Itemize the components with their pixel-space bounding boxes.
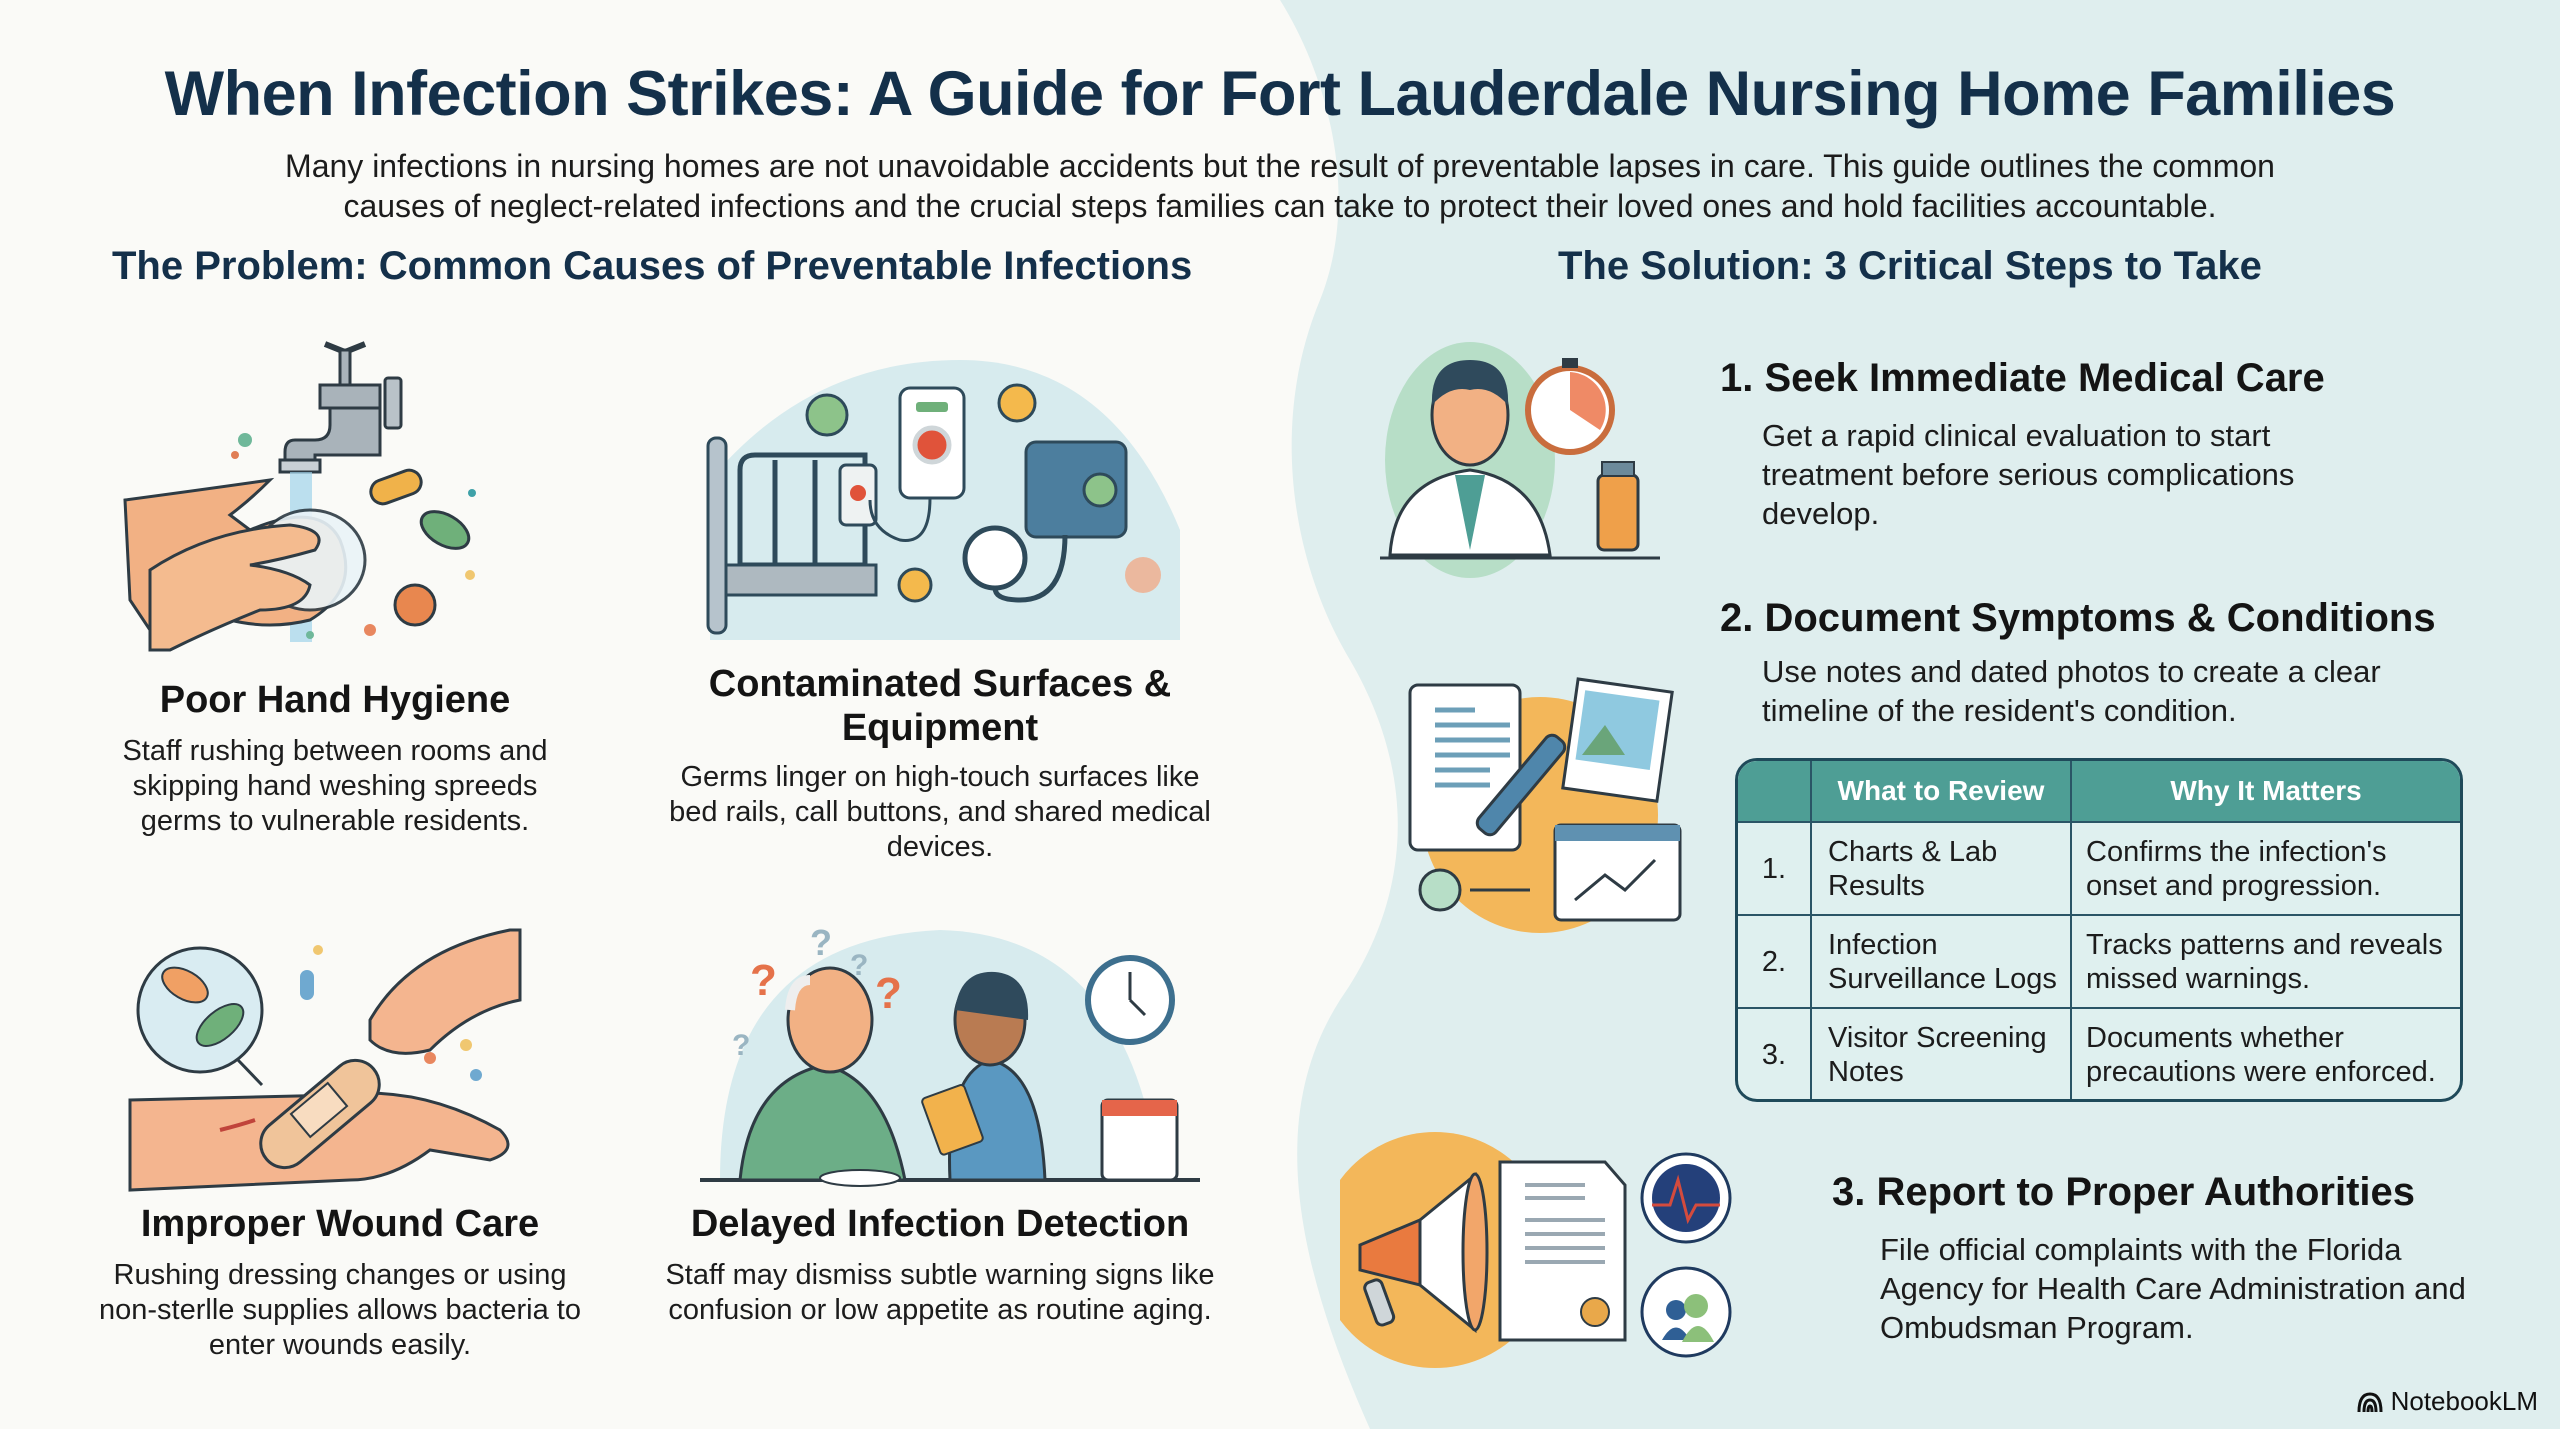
bandage-wound-icon [90,900,590,1200]
confused-resident-nurse-icon [660,900,1220,1200]
step-text: File official complaints with the Florida Agency for Health Care Administration and Ombudsman Program. [1880,1232,2466,1345]
card-title: Contaminated Surfaces & Equipment [708,663,1172,749]
svg-text:?: ? [875,969,902,1018]
solution-step-report [1340,1120,2540,1400]
problem-card-wound-care [90,900,590,1380]
row-number: 1. [1761,852,1787,885]
row-why: Tracks patterns and reveals missed warnings. [2070,916,2460,1007]
table-header-why: Why It Matters [2070,761,2460,821]
card-text: Staff may dismiss subtle warning signs like confusion or low appetite as routine aging. [665,1259,1215,1326]
row-why: Confirms the infection's onset and progression. [2070,823,2460,914]
step-title: 1. Seek Immediate Medical Care [1720,356,2325,400]
card-text: Staff rushing between rooms and skipping hand weshing spreeds germs to vulnerable residents. [122,735,548,837]
brand-label: NotebookLM [2390,1386,2538,1416]
row-number: 2. [1761,945,1787,978]
bed-rail-equipment-icon [660,330,1220,640]
notebook-photo-calendar-icon [1380,645,1700,945]
table-row [1738,1007,2460,1100]
notebooklm-brand [2357,1386,2538,1417]
step-title: 3. Report to Proper Authorities [1832,1170,2416,1214]
solution-step-medical-care [1370,330,2470,580]
notebooklm-logo-icon [2357,1391,2383,1413]
table-row [1738,914,2460,1007]
row-review: Visitor Screening Notes [1810,1009,2070,1100]
card-title: Improper Wound Care [140,1203,540,1245]
problem-heading: The Problem: Common Causes of Preventable Infections [112,244,1193,288]
step-text: Get a rapid clinical evaluation to start treatment before serious complications develop. [1762,418,2295,531]
megaphone-document-icon [1340,1120,1810,1400]
page-title: When Infection Strikes: A Guide for Fort Lauderdale Nursing Home Families [164,59,2396,129]
solution-heading: The Solution: 3 Critical Steps to Take [1558,244,2262,288]
problem-card-contaminated-surfaces [660,330,1220,870]
svg-text:?: ? [850,949,869,982]
intro-line-2: causes of neglect-related infections and the crucial steps families can take to protect their loved ones and hold facilities accountable. [343,188,2217,224]
table-header-num [1738,761,1810,821]
row-number: 3. [1761,1038,1787,1071]
problem-card-hand-hygiene [90,330,580,850]
intro-text [180,146,2380,226]
card-title: Delayed Infection Detection [690,1203,1190,1245]
card-text: Rushing dressing changes or using non-sterlle supplies allows bacteria to enter wounds easily. [99,1259,581,1361]
intro-line-1: Many infections in nursing homes are not unavoidable accidents but the result of preventable lapses in care. This guide outlines the common [285,148,2275,184]
row-review: Infection Surveillance Logs [1810,916,2070,1007]
review-table [1735,758,2463,1102]
svg-text:?: ? [750,956,777,1005]
doctor-stopwatch-icon [1370,330,1670,580]
handwashing-faucet-icon [90,330,580,660]
table-header-row [1738,761,2460,821]
table-row [1738,821,2460,914]
svg-text:?: ? [732,1029,751,1062]
problem-card-delayed-detection [660,900,1220,1380]
card-title: Poor Hand Hygiene [159,679,511,721]
table-header-review: What to Review [1810,761,2070,821]
step-text: Use notes and dated photos to create a clear timeline of the resident's condition. [1762,654,2381,728]
row-review: Charts & Lab Results [1810,823,2070,914]
svg-text:?: ? [810,922,832,963]
card-text: Germs linger on high-touch surfaces like bed rails, call buttons, and shared medical devices. [669,761,1211,863]
row-why: Documents whether precautions were enforced. [2070,1009,2460,1100]
step-title: 2. Document Symptoms & Conditions [1720,596,2436,640]
